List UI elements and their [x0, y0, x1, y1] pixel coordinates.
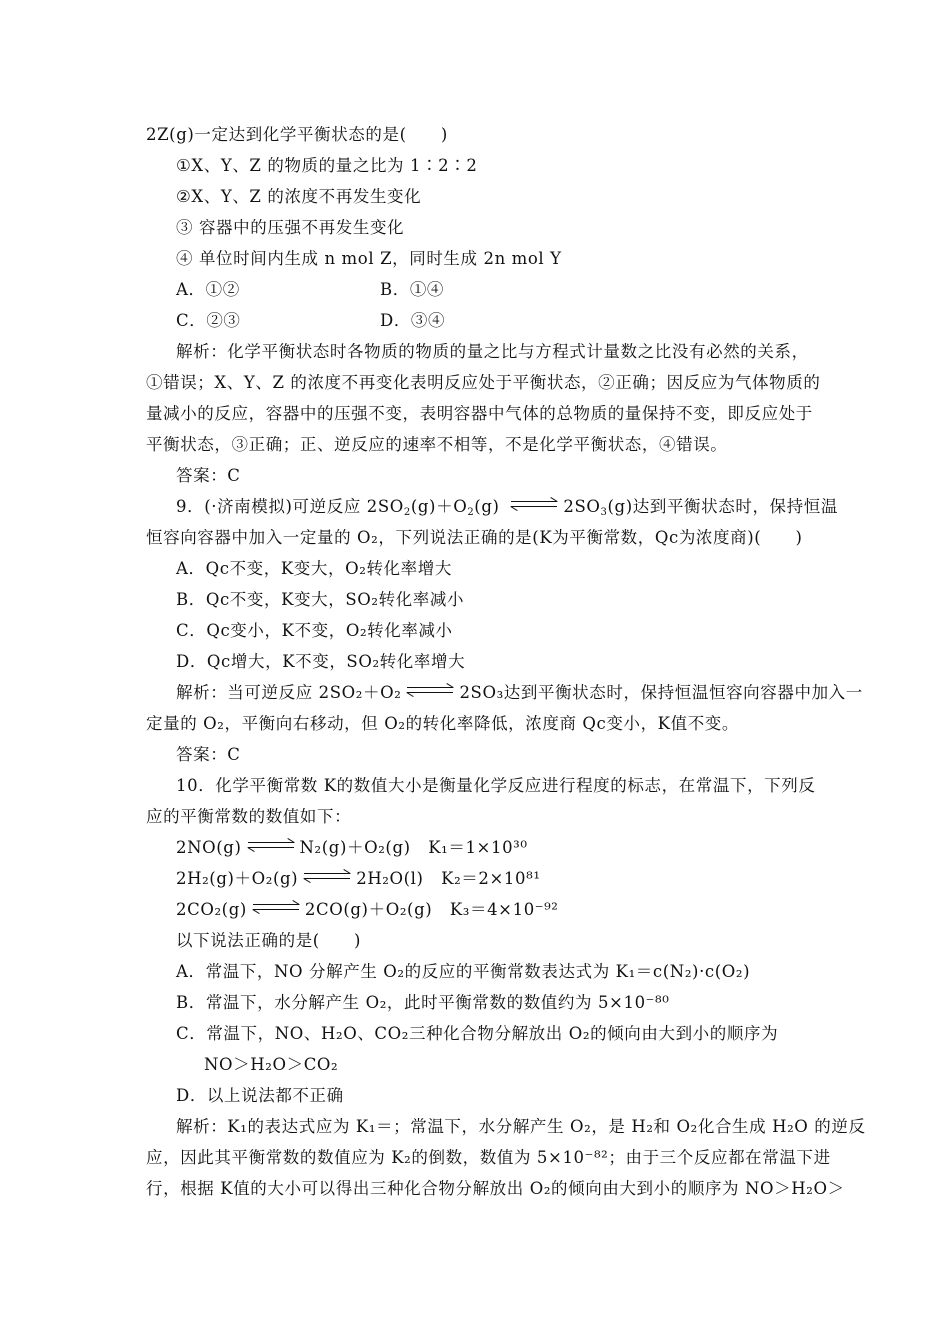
q9-option-a: A．Qc不变，K变大，O₂转化率增大	[176, 559, 452, 578]
q10-option-d: D．以上说法都不正确	[176, 1086, 344, 1105]
reversible-arrow-icon	[250, 901, 302, 913]
reaction-1-k: K₁＝1×10³⁰	[428, 838, 528, 857]
reaction-2-k: K₂＝2×10⁸¹	[441, 869, 541, 888]
q9-stem-part-1: 9．(·济南模拟)可逆反应 2SO	[176, 497, 404, 516]
q10-option-c-line-2: NO＞H₂O＞CO₂	[204, 1055, 339, 1074]
reaction-1-left: 2NO(g)	[176, 838, 242, 857]
q10-explanation-line-3: 行，根据 K值的大小可以得出三种化合物分解放出 O₂的倾向由大到小的顺序为 NO＞H₂O＞	[146, 1179, 845, 1198]
reversible-arrow-icon	[301, 870, 353, 882]
q10-reaction-1	[176, 838, 528, 858]
q8-item-2: ②X、Y、Z 的浓度不再发生变化	[176, 187, 422, 206]
q9-stem-part-5: (g)达到平衡状态时，保持恒温	[607, 497, 838, 516]
q10-prompt: 以下说法正确的是( )	[176, 931, 362, 950]
q9-option-c: C．Qc变小，K不变，O₂转化率减小	[176, 621, 453, 640]
q9-stem-part-2: (g)＋O	[410, 497, 468, 516]
q9-stem-part-4: 2SO	[563, 497, 601, 516]
q9-explanation-part-1: 解析：当可逆反应 2SO₂＋O₂	[176, 683, 402, 702]
q9-option-b: B．Qc不变，K变大，SO₂转化率减小	[176, 590, 465, 609]
q8-explanation-line-4: 平衡状态，③正确；正、逆反应的速率不相等，不是化学平衡状态，④错误。	[146, 435, 728, 454]
q9-answer: 答案：C	[176, 745, 241, 764]
q10-option-c-line-1: C．常温下，NO、H₂O、CO₂三种化合物分解放出 O₂的倾向由大到小的顺序为	[176, 1024, 779, 1043]
q10-stem-line-2: 应的平衡常数的数值如下：	[146, 807, 352, 826]
q9-stem-line-2: 恒容向容器中加入一定量的 O₂，下列说法正确的是(K为平衡常数，Qc为浓度商)( )	[146, 528, 803, 547]
q10-option-b: B．常温下，水分解产生 O₂，此时平衡常数的数值约为 5×10⁻⁸⁰	[176, 993, 670, 1012]
q8-item-3: ③ 容器中的压强不再发生变化	[176, 218, 405, 237]
q10-option-a: A．常温下，NO 分解产生 O₂的反应的平衡常数表达式为 K₁＝c(N₂)·c(O₂)	[176, 962, 751, 981]
reaction-3-left: 2CO₂(g)	[176, 900, 247, 919]
q8-explanation-line-2: ①错误；X、Y、Z 的浓度不再变化表明反应处于平衡状态，②正确；因反应为气体物质的	[146, 373, 821, 392]
q10-reaction-3	[176, 900, 559, 920]
reversible-arrow-icon	[245, 839, 297, 851]
q9-stem-line-1: 9．(·济南模拟)可逆反应 $2SO_2(g)+O_2(g)$ $2SO_3(g)$达到平衡状态时，保持恒温	[176, 497, 838, 518]
q8-stem-tail: 2Z(g)一定达到化学平衡状态的是( )	[146, 125, 448, 144]
q8-item-1: ①X、Y、Z 的物质的量之比为 1∶2∶2	[176, 156, 478, 175]
q8-explanation-line-1: 解析：化学平衡状态时各物质的物质的量之比与方程式计量数之比没有必然的关系，	[176, 342, 809, 361]
reversible-arrow-icon	[404, 684, 456, 696]
reaction-2-right: 2H₂O(l)	[356, 869, 424, 888]
q8-option-a: A．①②	[176, 280, 240, 299]
q8-option-d: D．③④	[380, 311, 446, 330]
q9-explanation-line-1	[176, 683, 863, 703]
reaction-3-right: 2CO(g)＋O₂(g)	[304, 900, 433, 919]
reaction-3-k: K₃＝4×10⁻⁹²	[449, 900, 559, 919]
q8-option-c: C．②③	[176, 311, 241, 330]
reaction-2-left: 2H₂(g)＋O₂(g)	[176, 869, 299, 888]
q9-stem-part-3: (g)	[474, 497, 500, 516]
q8-option-b: B．①④	[380, 280, 445, 299]
reaction-1-right: N₂(g)＋O₂(g)	[299, 838, 411, 857]
q10-explanation-line-1: 解析：K₁的表达式应为 K₁＝；常温下，水分解产生 O₂，是 H₂和 O₂化合生成 H₂O 的逆反	[176, 1117, 866, 1136]
q8-item-4: ④ 单位时间内生成 n mol Z，同时生成 2n mol Y	[176, 249, 562, 268]
q8-answer: 答案：C	[176, 466, 241, 485]
q9-explanation-line-2: 定量的 O₂，平衡向右移动，但 O₂的转化率降低，浓度商 Qc变小，K值不变。	[146, 714, 740, 733]
q9-explanation-part-2: 2SO₃达到平衡状态时，保持恒温恒容向容器中加入一	[459, 683, 863, 702]
q10-explanation-line-2: 应，因此其平衡常数的数值应为 K₂的倒数，数值为 5×10⁻⁸²；由于三个反应都在常温下进	[146, 1148, 831, 1167]
q10-reaction-2	[176, 869, 541, 889]
reversible-arrow-icon	[508, 498, 560, 510]
q8-explanation-line-3: 量减小的反应，容器中的压强不变，表明容器中气体的总物质的量保持不变，即反应处于	[146, 404, 813, 423]
q10-stem-line-1: 10．化学平衡常数 K的数值大小是衡量化学反应进行程度的标志，在常温下，下列反	[176, 776, 816, 795]
q9-option-d: D．Qc增大，K不变，SO₂转化率增大	[176, 652, 466, 671]
